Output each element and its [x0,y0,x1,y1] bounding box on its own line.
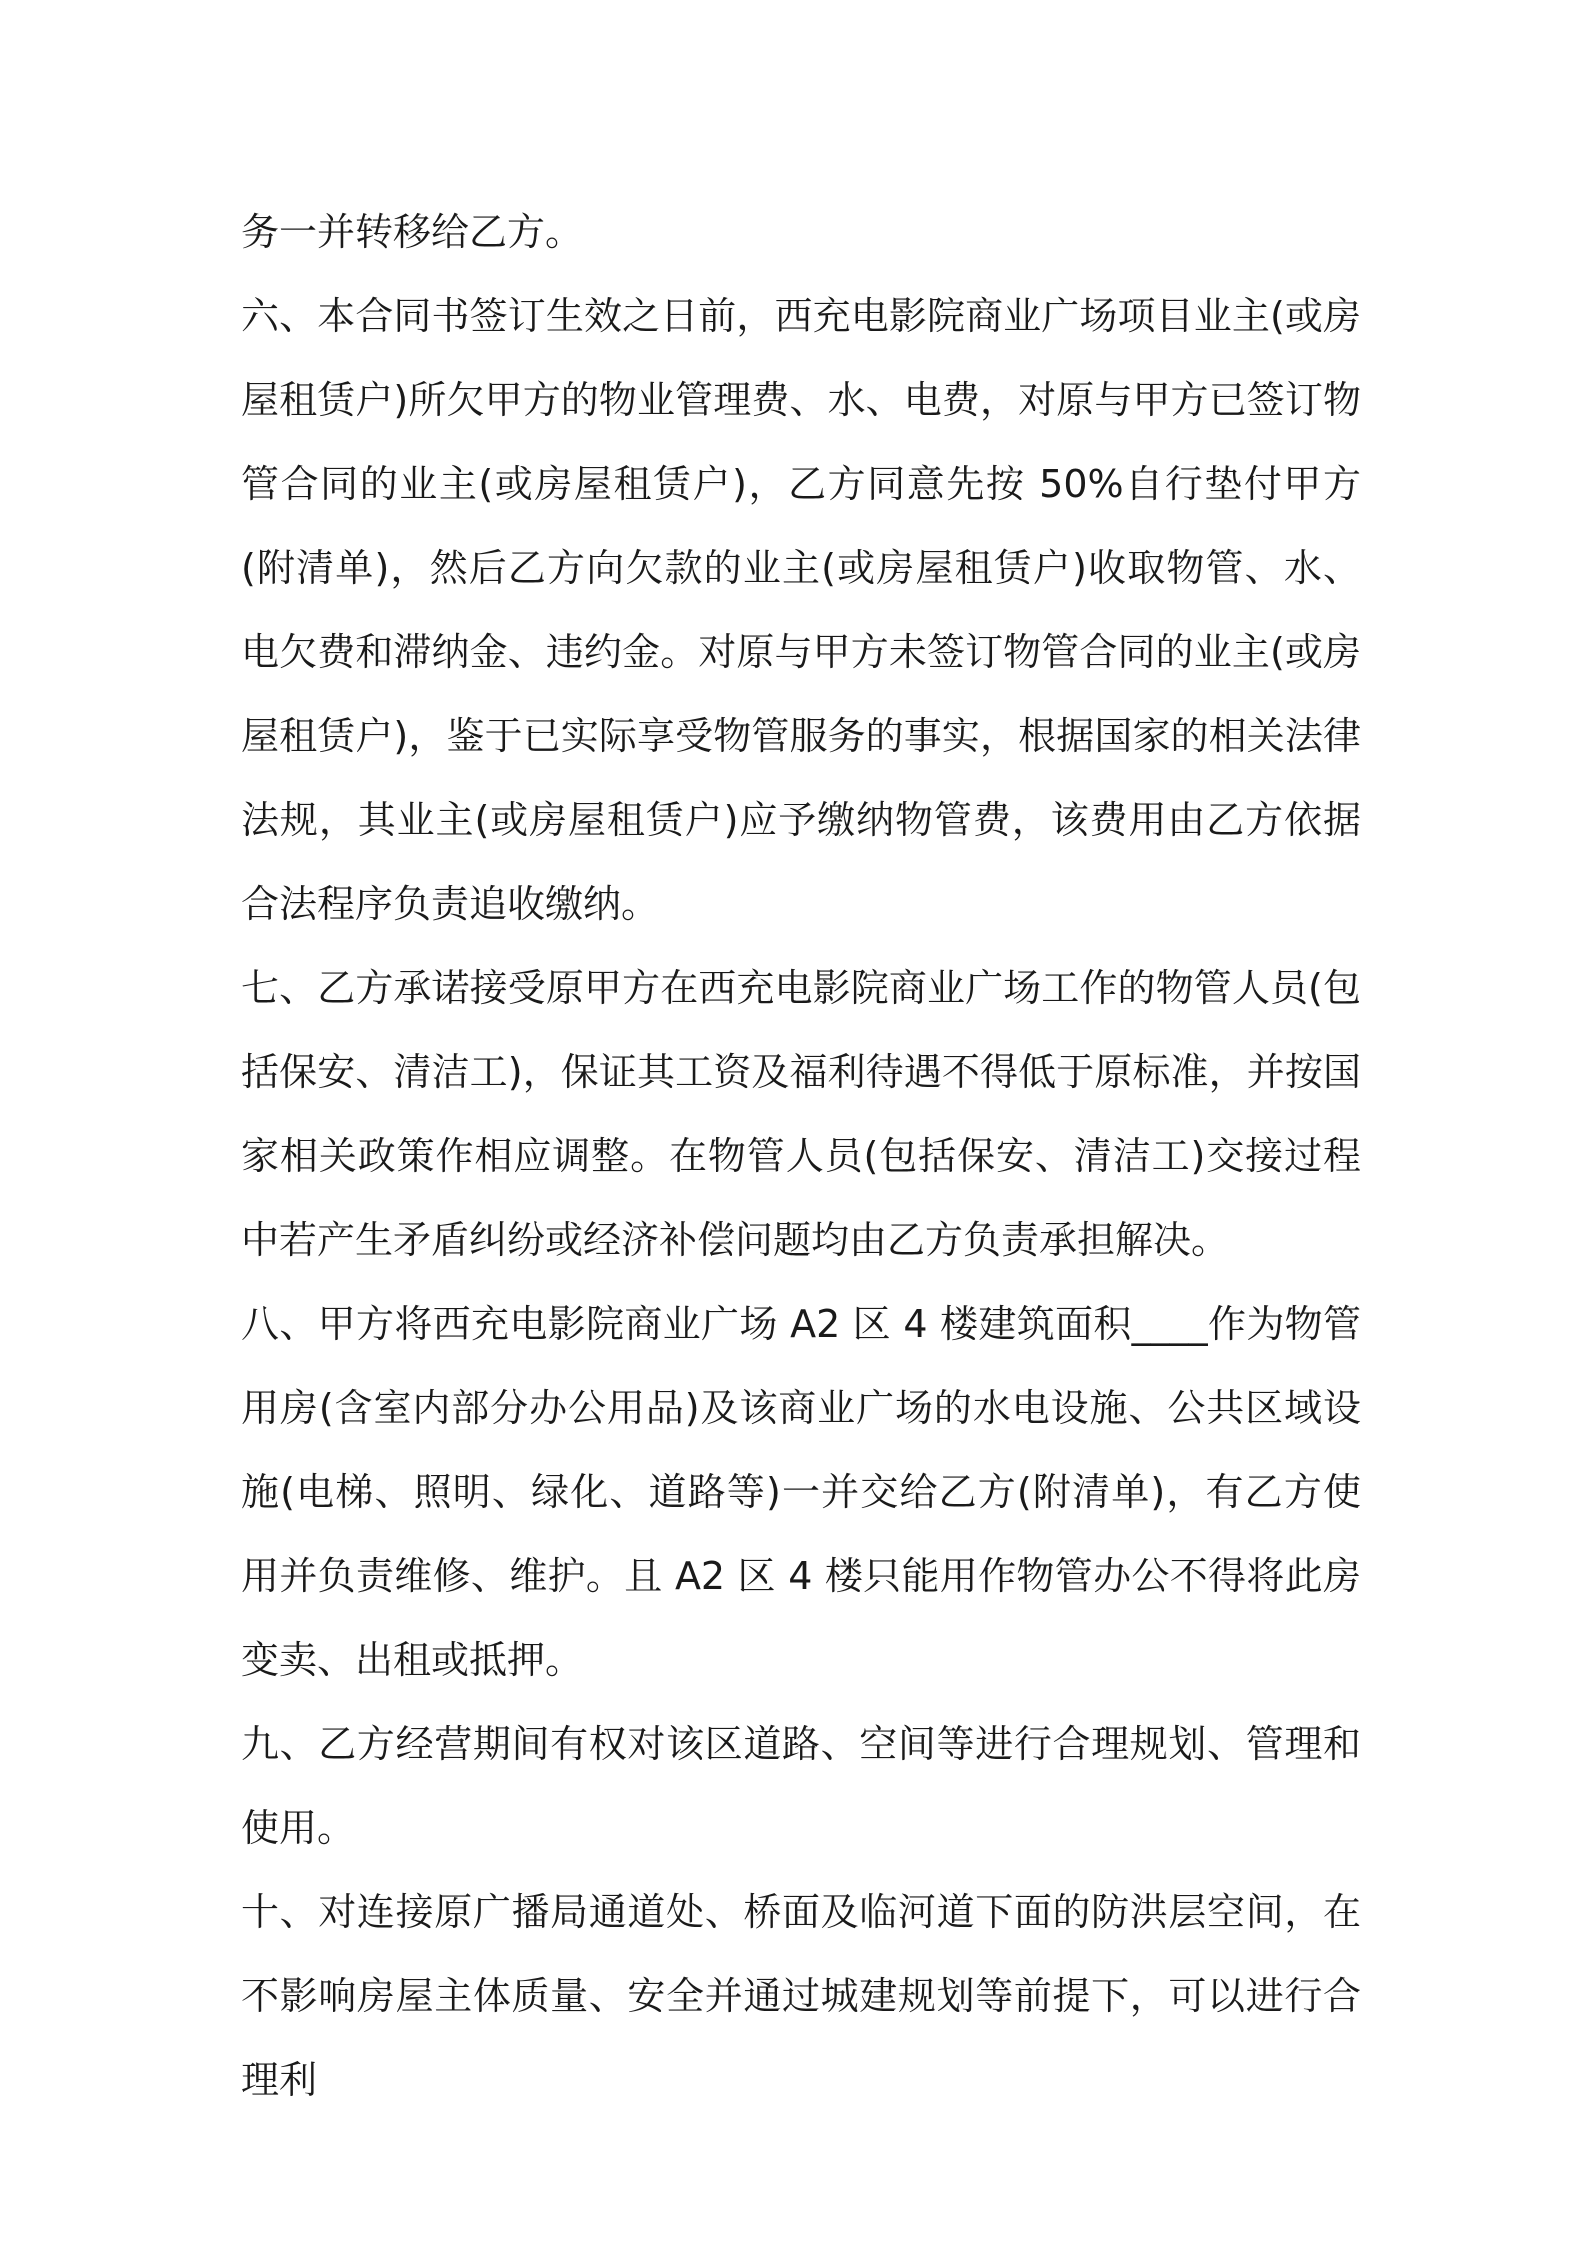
clause-9: 九、乙方经营期间有权对该区道路、空间等进行合理规划、管理和使用。 [241,1722,1361,1850]
clause-7: 七、乙方承诺接受原甲方在西充电影院商业广场工作的物管人员(包括保安、清洁工)，保证其工资及福利待遇不得低于原标准，并按国家相关政策作相应调整。在物管人员(包括保安、清洁工)交接过程中若产生矛盾纠纷或经济补偿问题均由乙方负责承担解决。 [241,966,1361,1262]
clause-8: 八、甲方将西充电影院商业广场 A2 区 4 楼建筑面积____作为物管用房(含室内部分办公用品)及该商业广场的水电设施、公共区域设施(电梯、照明、绿化、道路等)一并交给乙方(附清单)，有乙方使用并负责维修、维护。且 A2 区 4 楼只能用作物管办公不得将此房变卖、出租或抵押。 [241,1302,1361,1682]
clause-6: 六、本合同书签订生效之日前，西充电影院商业广场项目业主(或房屋租赁户)所欠甲方的物业管理费、水、电费，对原与甲方已签订物管合同的业主(或房屋租赁户)，乙方同意先按 50%自行垫付甲方(附清单)，然后乙方向欠款的业主(或房屋租赁户)收取物管、水、电欠费和滞纳金、违约金。对原与甲方未签订物管合同的业主(或房屋租赁户)，鉴于已实际享受物管服务的事实，根据国家的相关法律法规，其业主(或房屋租赁户)应予缴纳物管费，该费用由乙方依据合法程序负责追收缴纳。 [241,294,1361,926]
paragraph-continuation: 务一并转移给乙方。 [241,210,584,254]
clause-10: 十、对连接原广播局通道处、桥面及临河道下面的防洪层空间，在不影响房屋主体质量、安全并通过城建规划等前提下，可以进行合理利 [241,1890,1361,2102]
document-body [241,190,1361,2122]
